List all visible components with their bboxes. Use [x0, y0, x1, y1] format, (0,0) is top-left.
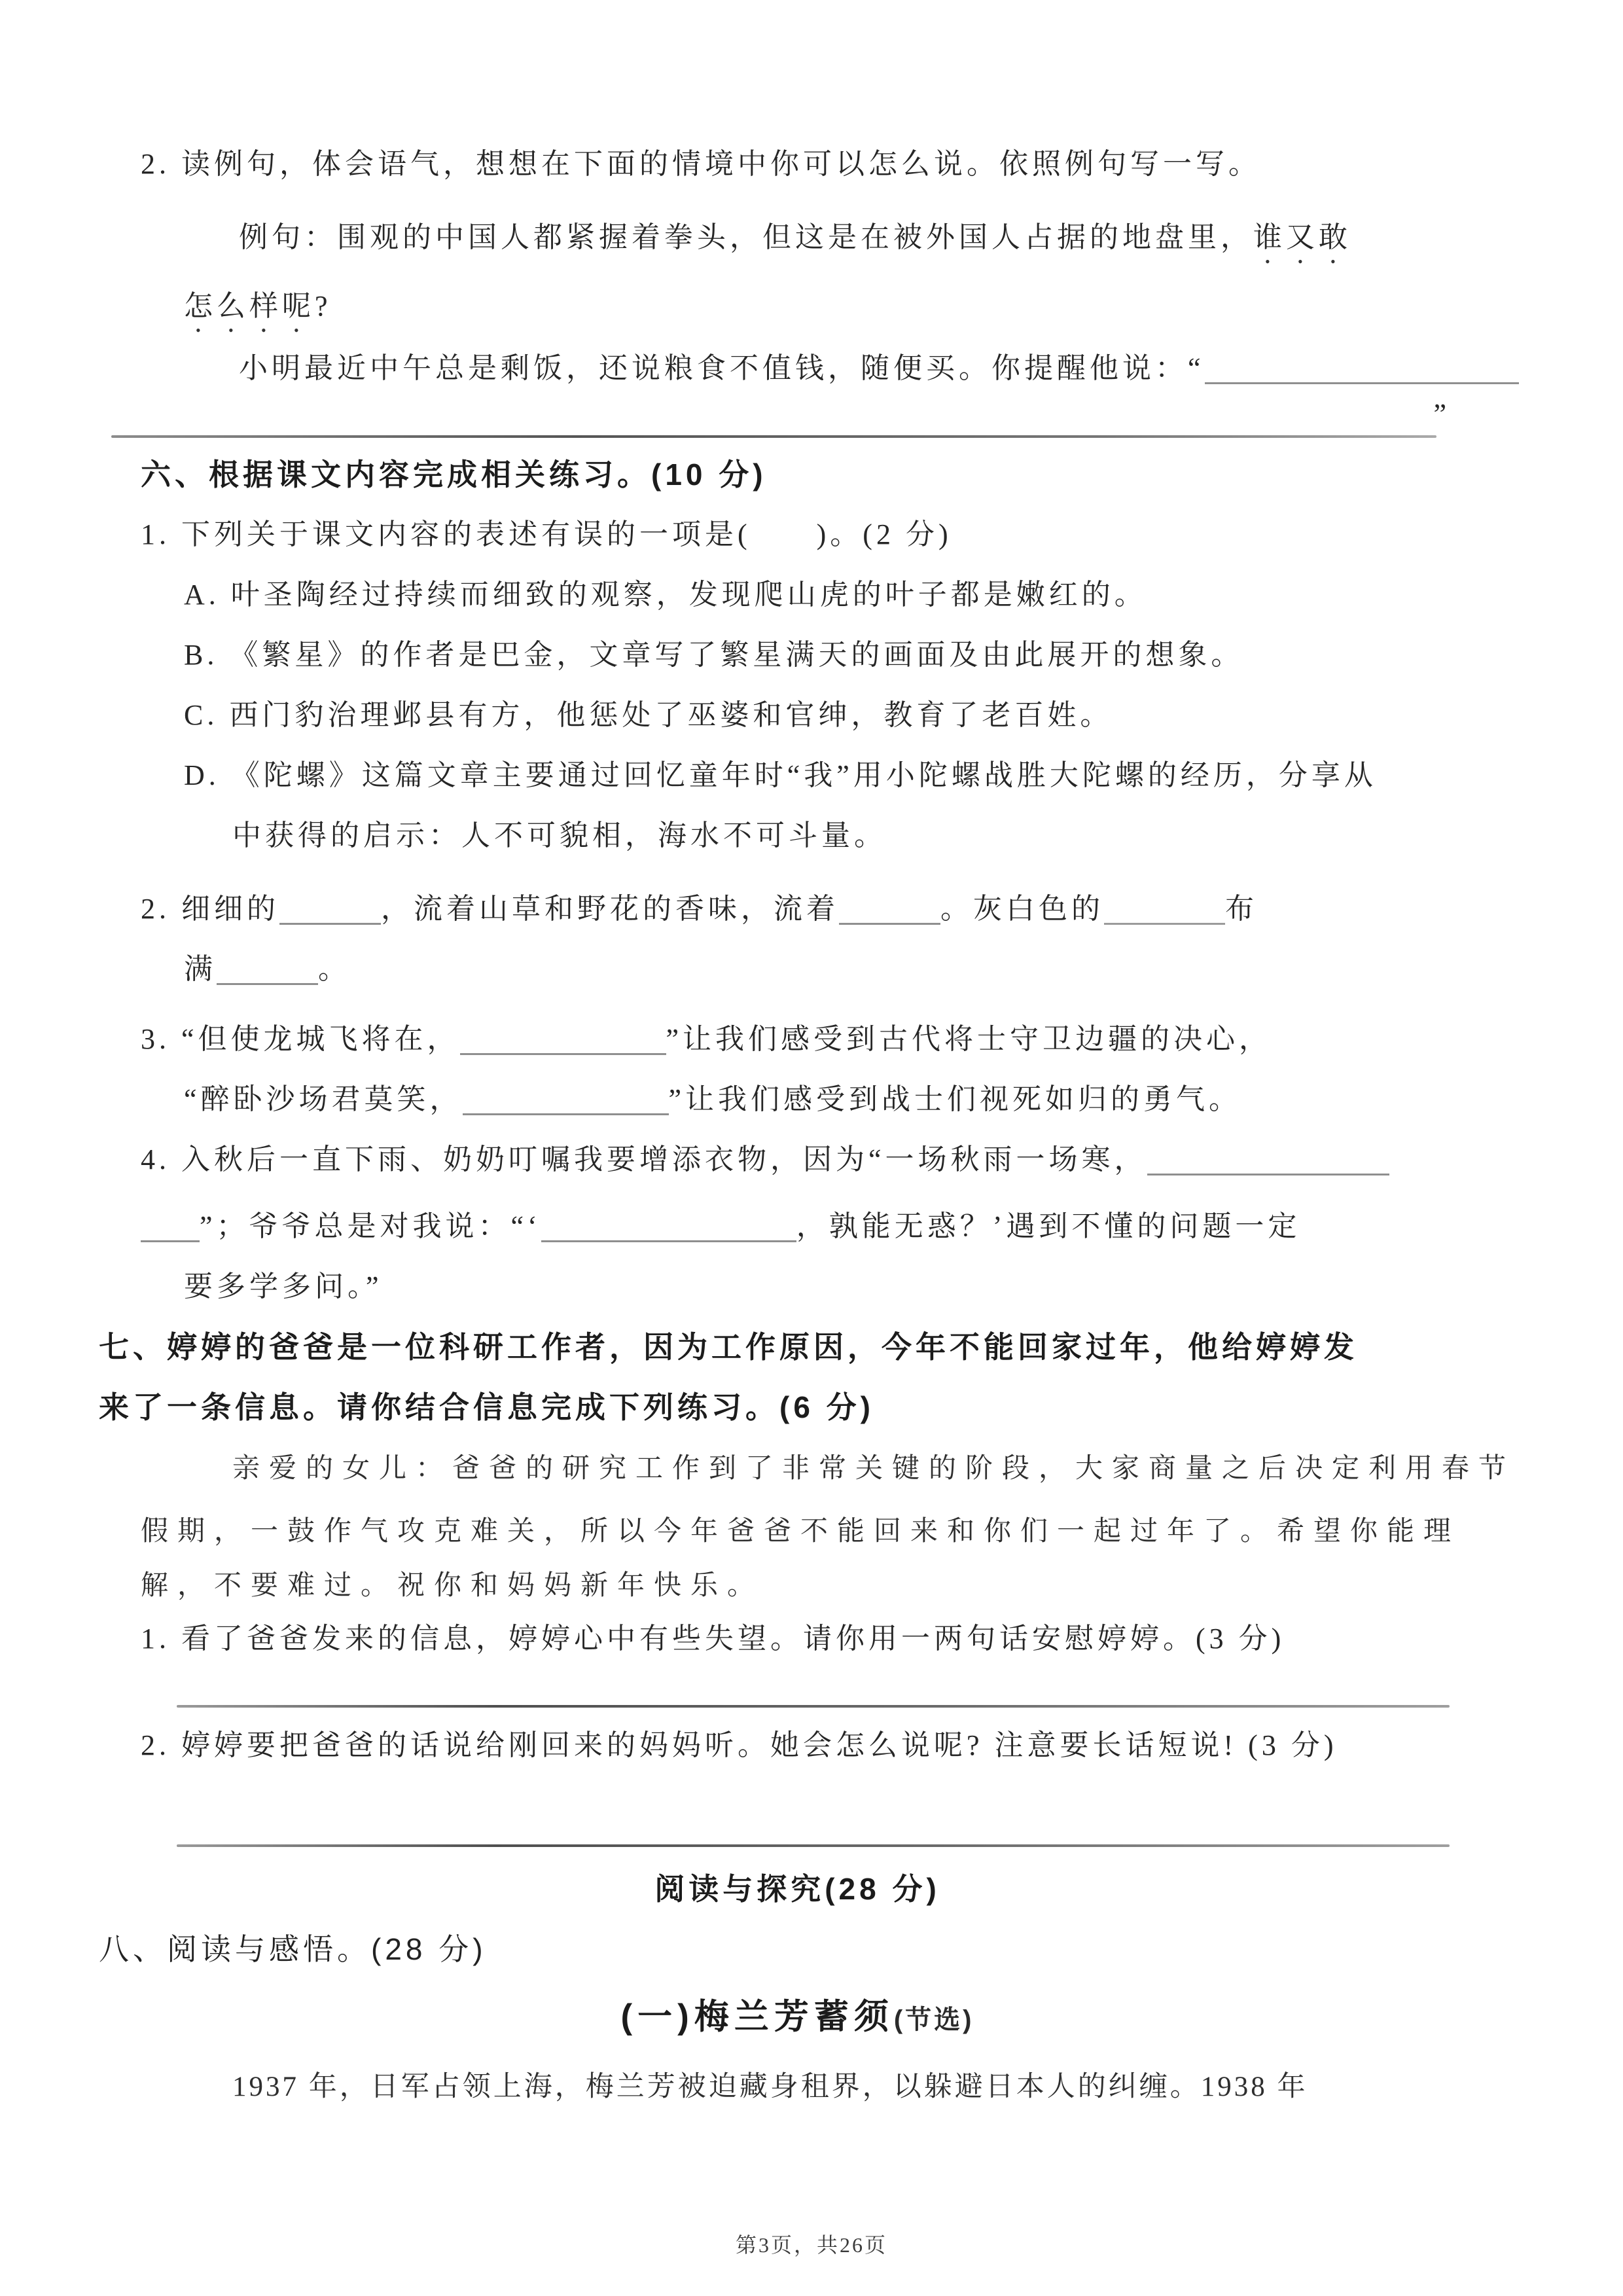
- example-emphasized-text: 谁又敢: [1253, 221, 1351, 253]
- page-content: [99, 134, 1516, 2117]
- letter-line2-text: 假期，一鼓作气攻克难关，所以今年爸爸不能回来和你们一起过年了。希望你能理: [141, 1516, 1461, 1547]
- passage-opening-text: 1937 年，日军占领上海，梅兰芳被迫藏身租界，以躲避日本人的纠缠。1938 年: [232, 2072, 1308, 2102]
- passage-title: [141, 1986, 1454, 2057]
- s6-q4-line1-text: 4. 入秋后一直下雨、奶奶叮嘱我要增添衣物，因为“一场秋雨一场寒，: [141, 1143, 1147, 1175]
- answer-rule-line: [177, 1844, 1450, 1847]
- s6-q3-line1-lead: 3. “但使龙城飞将在，: [141, 1023, 460, 1055]
- answer-blank: [839, 894, 940, 925]
- s6-question-4-line3: [141, 1257, 1454, 1317]
- s6-question-2-line1: [141, 879, 1454, 939]
- passage-title-subtitle: (节选): [893, 2005, 974, 2034]
- s7-question-2-text: 2. 婷婷要把爸爸的话说给刚回来的妈妈听。她会怎么说呢? 注意要长话短说! (3 分): [141, 1729, 1338, 1761]
- letter-line3: [141, 1563, 1454, 1609]
- option-b: [141, 625, 1454, 685]
- example-question-mark: ?: [315, 290, 332, 322]
- example-emphasized-text-2: 怎么样呢: [184, 290, 315, 322]
- s6-q3-line2-lead: “醉卧沙场君莫笑，: [184, 1083, 463, 1115]
- page-number-text: 第3页，共26页: [735, 2233, 887, 2257]
- answer-blank: [141, 1211, 200, 1242]
- s6-question-1-stem: [141, 505, 1454, 565]
- s6-question-4-line2: [141, 1196, 1454, 1257]
- s6-q2-line2-seg2: 。: [318, 953, 351, 985]
- s6-q2-seg3: 。灰白色的: [940, 893, 1104, 925]
- closing-quote-mark: ”: [1433, 398, 1446, 430]
- s6-q3-line1-tail: ”让我们感受到古代将士守卫边疆的决心，: [666, 1023, 1272, 1055]
- question-2-stem: [141, 134, 1454, 194]
- s6-question-2-line2: [141, 939, 1454, 999]
- option-d-continuation: [141, 806, 1454, 866]
- answer-blank: [460, 1024, 666, 1055]
- passage-opening-line: [141, 2057, 1454, 2117]
- answer-blank: [1205, 353, 1519, 384]
- s7-question-1-text: 1. 看了爸爸发来的信息，婷婷心中有些失望。请你用一两句话安慰婷婷。(3 分): [141, 1623, 1285, 1655]
- s6-q3-line2-tail: ”让我们感受到战士们视死如归的勇气。: [668, 1083, 1242, 1115]
- example-sentence: [141, 207, 1454, 270]
- letter-line1: [141, 1437, 1516, 1500]
- option-d-text: D. 《陀螺》这篇文章主要通过回忆童年时“我”用小陀螺战胜大陀螺的经历，分享从: [184, 759, 1377, 791]
- option-c-text: C. 西门豹治理邺县有方，他惩处了巫婆和官绅，教育了老百姓。: [184, 699, 1113, 731]
- option-a-text: A. 叶圣陶经过持续而细致的观察，发现爬山虎的叶子都是嫩红的。: [184, 579, 1147, 611]
- s6-question-1-stem-text: 1. 下列关于课文内容的表述有误的一项是( )。(2 分): [141, 518, 952, 550]
- option-d-continuation-text: 中获得的启示：人不可貌相，海水不可斗量。: [232, 819, 887, 852]
- section-6-heading-text: 六、根据课文内容完成相关练习。(10 分): [141, 457, 767, 492]
- answer-blank: [463, 1085, 669, 1115]
- option-b-text: B. 《繁星》的作者是巴金，文章写了繁星满天的画面及由此展开的想象。: [184, 639, 1244, 671]
- section-6-heading: [141, 444, 1454, 505]
- section-8-heading-text: 八、阅读与感悟。(28 分): [99, 1932, 487, 1966]
- reading-part-banner: [141, 1859, 1454, 1919]
- answer-blank: [279, 894, 381, 925]
- section-8-heading: [99, 1919, 1454, 1979]
- s6-question-4-line1: [141, 1130, 1454, 1190]
- s6-q4-line3-text: 要多学多问。”: [184, 1270, 383, 1302]
- answer-blank: [1104, 894, 1225, 925]
- scenario-text: 小明最近中午总是剩饭，还说粮食不值钱，随便买。你提醒他说：“: [239, 352, 1205, 384]
- answer-blank: [541, 1211, 796, 1242]
- option-a: [141, 565, 1454, 625]
- s6-question-3-line1: [141, 1009, 1454, 1069]
- section-7-heading-line1: [99, 1317, 1454, 1377]
- passage-title-main: (一)梅兰芳蓄须: [620, 1998, 894, 2036]
- s7-question-2-stem: [141, 1715, 1454, 1776]
- section-7-heading-line2: [99, 1377, 1454, 1437]
- s6-q4-line2-lead: ”；爷爷总是对我说：“‘: [200, 1210, 541, 1242]
- s6-q2-line2-seg1: 满: [184, 953, 217, 985]
- reading-part-banner-text: 阅读与探究(28 分): [654, 1872, 940, 1906]
- section-7-heading-text1: 七、婷婷的爸爸是一位科研工作者，因为工作原因，今年不能回家过年，他给婷婷发: [99, 1330, 1358, 1364]
- scenario-sentence: [141, 338, 1454, 399]
- s6-q2-seg1: 2. 细细的: [141, 893, 279, 925]
- section-7-heading-text2: 来了一条信息。请你结合信息完成下列练习。(6 分): [99, 1390, 874, 1424]
- option-c: [141, 685, 1454, 745]
- letter-line2: [141, 1500, 1461, 1563]
- s6-q4-line2-tail: ，孰能无惑？’遇到不懂的问题一定: [796, 1210, 1301, 1242]
- answer-blank: [217, 954, 318, 985]
- page-footer: [0, 2229, 1623, 2259]
- s7-question-1-stem: [141, 1609, 1454, 1669]
- s6-q2-seg2: ，流着山草和野花的香味，流着: [381, 893, 839, 925]
- section-divider-line: [111, 435, 1436, 438]
- s6-q2-seg4: 布: [1225, 893, 1258, 925]
- example-sentence-continuation: [141, 276, 1454, 338]
- example-sentence-text: 例句：围观的中国人都紧握着拳头，但这是在被外国人占据的地盘里，: [239, 221, 1253, 253]
- s6-question-3-line2: [141, 1069, 1454, 1130]
- answer-rule-line: [177, 1705, 1450, 1708]
- letter-line1-text: 亲爱的女儿：爸爸的研究工作到了非常关键的阶段，大家商量之后决定利用春节: [232, 1454, 1516, 1484]
- option-d: [141, 745, 1454, 806]
- closing-quote-row: [141, 399, 1454, 430]
- question-2-stem-text: 2. 读例句，体会语气，想想在下面的情境中你可以怎么说。依照例句写一写。: [141, 148, 1261, 180]
- answer-blank: [1147, 1145, 1389, 1175]
- letter-line3-text: 解，不要难过。祝你和妈妈新年快乐。: [141, 1571, 764, 1601]
